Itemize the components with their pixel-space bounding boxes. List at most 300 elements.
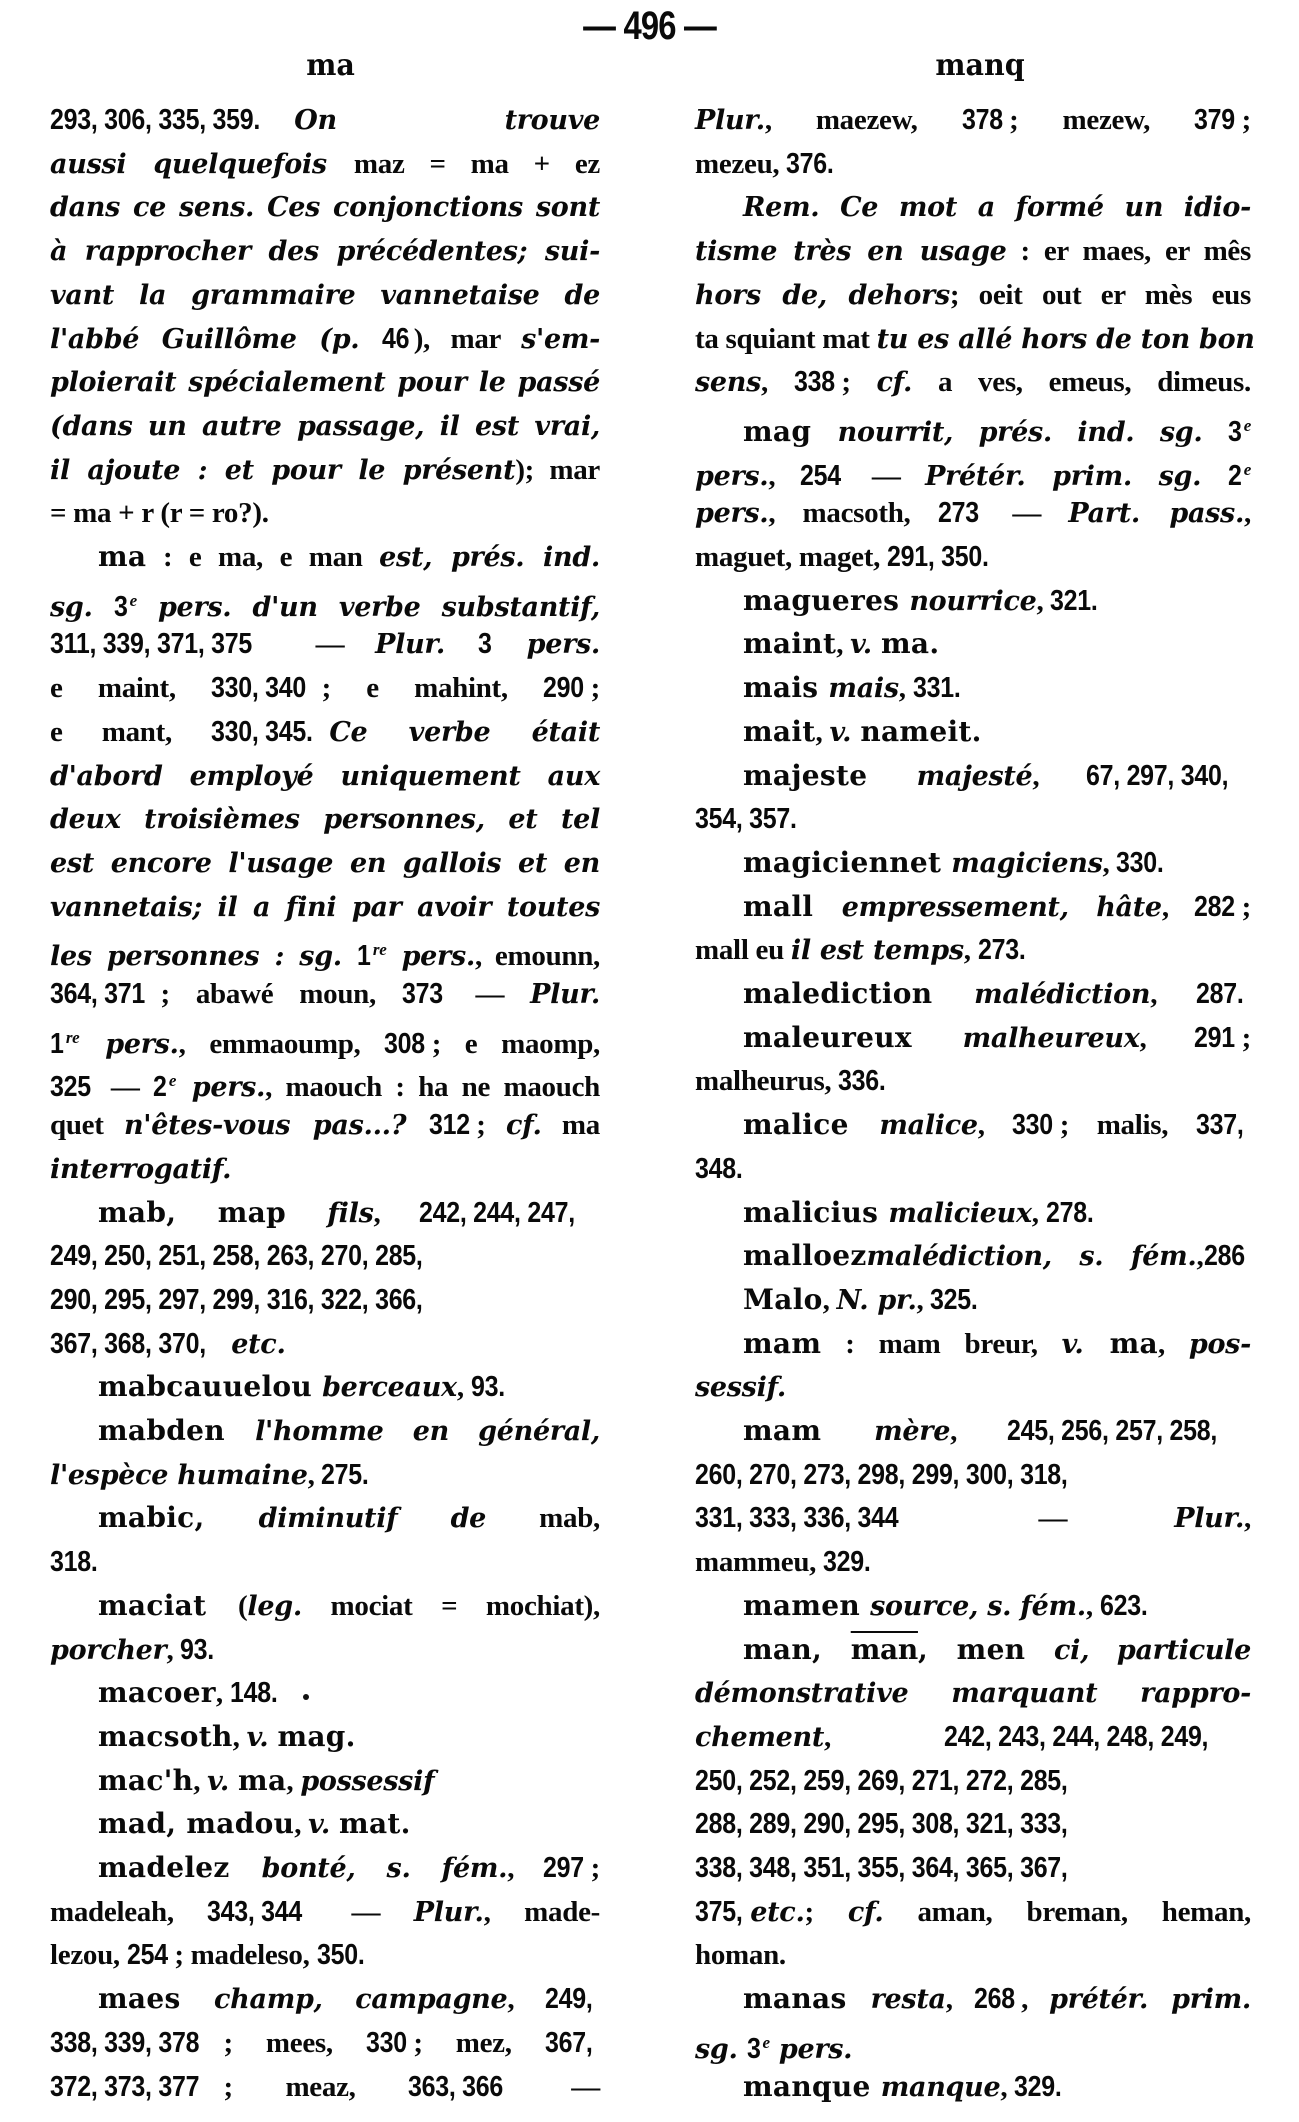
text-run: , [1244, 497, 1251, 530]
headword: mabcauuelou [98, 1370, 323, 1404]
text-run: mall eu [695, 934, 791, 967]
text-run: , [1032, 759, 1086, 792]
text-run: possessif [300, 1765, 435, 1797]
text-run: , [1196, 1240, 1204, 1273]
text-run: empressement, hâte [841, 891, 1162, 923]
text-line [50, 622, 600, 666]
text-run: vannetais; il a fini par avoir toutes [50, 891, 600, 923]
text-run: 325 [50, 1071, 91, 1104]
running-head-right: manq [935, 48, 1025, 83]
headword: madelez [98, 1851, 262, 1884]
text-run: e [1243, 459, 1251, 479]
text-line [695, 841, 1251, 885]
text-line [695, 1234, 1251, 1278]
text-run: , [1021, 1983, 1050, 2016]
text-run: , [1085, 1589, 1100, 1622]
text-run: , [916, 1283, 931, 1316]
print-speck-icon [303, 1694, 309, 1700]
headword: mam [743, 1326, 822, 1360]
text-run: , macsoth, [768, 497, 938, 530]
text-line [695, 273, 1251, 317]
text-run: — [847, 459, 926, 492]
text-run: s'em- [521, 323, 600, 355]
text-run: mammeu, [695, 1546, 824, 1579]
text-run: d'abord employé uniquement aux [50, 760, 600, 792]
text-line [695, 229, 1251, 273]
text-run: ; meaz, [223, 2070, 409, 2103]
text-run: 329. [1014, 2070, 1062, 2103]
text-run: 321. [1050, 584, 1098, 617]
text-run: 268 [973, 1983, 1015, 2016]
text-run: Plur. [695, 105, 765, 136]
text-run: chement [695, 1721, 824, 1753]
text-run: 363, 366 [408, 2070, 504, 2103]
headword: ma [98, 540, 147, 573]
text-line [50, 666, 600, 710]
text-run: 379 [1194, 104, 1235, 136]
text-line [50, 1496, 600, 1540]
text-run: hors de, dehors [695, 279, 950, 311]
headword: man, [743, 1632, 851, 1666]
text-run: pers. d'un verbe substantif, [136, 591, 600, 623]
text-run: 312 [428, 1109, 470, 1142]
text-run: leg. [247, 1590, 302, 1622]
text-run: nourrice [909, 585, 1037, 617]
text-run: l'abbé Guillôme (p. [50, 323, 383, 355]
text-line [50, 1584, 600, 1628]
text-line [50, 1016, 600, 1060]
text-run: — [317, 1895, 414, 1928]
text-run: v. [207, 1765, 239, 1797]
text-run: , [294, 1808, 309, 1841]
text-line [695, 1933, 1251, 1977]
text-run: 331, 333, 336, 344 [695, 1502, 899, 1535]
text-run: quet [50, 1109, 124, 1142]
text-run: manque [880, 2071, 1001, 2103]
text-line [695, 1409, 1251, 1453]
text-run: 46 [382, 322, 410, 355]
text-run: , [836, 628, 851, 661]
text-run: re [372, 940, 387, 960]
text-run: ; [476, 1109, 506, 1142]
running-head-left: ma [306, 48, 355, 83]
text-run: v. [1061, 1328, 1110, 1360]
text-line [50, 1628, 600, 1672]
text-run: deux troisièmes personnes, et tel [50, 804, 600, 836]
text-line [50, 1191, 600, 1235]
text-line [695, 972, 1251, 1016]
text-line [695, 1059, 1251, 1103]
headword: maint [743, 627, 837, 661]
text-run: pers. [695, 498, 769, 530]
text-run: 330. [1116, 846, 1164, 879]
text-run: 2 [153, 1071, 167, 1104]
text-run: etc. [750, 1896, 805, 1928]
text-run: e [129, 590, 137, 610]
text-line [695, 1715, 1251, 1759]
text-run: , emmaoump, [178, 1027, 385, 1060]
text-run: ; [590, 672, 601, 705]
text-run: ma [541, 1109, 600, 1142]
text-run: 623. [1099, 1589, 1148, 1622]
text-run: aman, breman, heman, [883, 1895, 1251, 1928]
text-run: 330 [365, 2026, 407, 2059]
text-run: tu es allé hors de ton bon [876, 323, 1255, 355]
text-run: ; abawé moun, [160, 978, 402, 1010]
text-run: 290, 295, 297, 299, 316, 322, 366, [50, 1283, 423, 1316]
text-run: mociat = mochiat), [301, 1589, 600, 1622]
text-line [50, 1759, 600, 1803]
headword: majeste [743, 758, 917, 792]
text-run: 3 [746, 2032, 761, 2065]
text-run: cf. [505, 1110, 542, 1142]
text-run: l'homme en général, [255, 1416, 600, 1447]
headword: mais [743, 671, 829, 705]
text-run: 67, 297, 340, [1085, 759, 1228, 792]
text-run: — [985, 497, 1069, 530]
text-run: 254 [126, 1939, 168, 1972]
text-run: ; e mahint, [321, 672, 544, 705]
text-run: , [1102, 846, 1117, 879]
text-run: ; mees, [223, 2026, 366, 2059]
text-run: vant la grammaire vannetaise de [50, 279, 600, 311]
text-line [695, 1671, 1251, 1715]
text-run: , [945, 1983, 974, 2016]
text-run: ; [590, 1852, 600, 1884]
text-run: , [507, 1983, 545, 2016]
headword: magueres [743, 583, 910, 617]
text-line [50, 448, 600, 492]
text-run: 260, 270, 273, 298, 299, 300, 318, [695, 1458, 1068, 1491]
text-run: interrogatif. [50, 1153, 232, 1185]
text-run: 378 [961, 104, 1003, 136]
text-run: 250, 252, 259, 269, 271, 272, 285, [695, 1764, 1068, 1797]
text-line [695, 535, 1251, 579]
headword: maciat [98, 1588, 239, 1622]
text-run: sens [695, 367, 762, 399]
text-run: 273 [937, 497, 979, 530]
text-line [50, 491, 600, 535]
text-run: 249, [544, 1983, 593, 2016]
headword: mall [743, 889, 842, 923]
headword: mac'h [98, 1763, 194, 1797]
text-run: 329. [823, 1546, 871, 1579]
text-run: 343, 344 [207, 1895, 303, 1928]
headword: mag. [277, 1719, 356, 1753]
text-line [695, 448, 1251, 492]
text-run: (dans un autre passage, il est vrai, [50, 410, 600, 442]
text-line [50, 535, 600, 579]
text-run: , [824, 1720, 944, 1753]
text-run: , [950, 1415, 1007, 1447]
text-run: ; oeit out er mès eus [949, 278, 1251, 311]
text-run: malicieux [888, 1197, 1032, 1229]
text-line [50, 885, 600, 929]
text-run: 254 [799, 459, 841, 492]
text-run: 273. [977, 934, 1026, 967]
text-run: madeleah, [50, 1895, 208, 1928]
text-run: est, prés. ind. [379, 542, 601, 573]
page-number: — 496 — [583, 4, 716, 48]
text-line [50, 2065, 600, 2109]
text-run: 93. [470, 1371, 505, 1404]
text-run: 282 [1194, 890, 1236, 923]
text-run: 291 [1194, 1021, 1235, 1054]
text-run: 287. [1195, 978, 1244, 1010]
text-run: N. pr. [836, 1284, 917, 1316]
text-run: ( [238, 1589, 248, 1622]
text-run: maz = ma + ez [353, 147, 600, 180]
text-run: ; madeleso, [174, 1939, 317, 1972]
text-run: 325. [930, 1283, 978, 1316]
text-run: est encore l'usage en gallois et en [50, 847, 600, 879]
text-run: v. [850, 629, 881, 661]
text-line [50, 98, 600, 142]
text-run: — [931, 1502, 1175, 1535]
text-run: bonté, s. fém. [261, 1853, 508, 1884]
text-run: , [898, 672, 913, 705]
text-line [50, 1977, 600, 2021]
text-run: 331. [912, 672, 961, 705]
text-run: ; [1241, 104, 1251, 136]
text-run: ; mezew, [1009, 104, 1195, 136]
text-run: tisme très en usage [695, 236, 1007, 268]
text-line [50, 1890, 600, 1934]
text-line [50, 1802, 600, 1846]
text-line [695, 928, 1251, 972]
text-run: a ves, emeus, dimeus. [912, 366, 1251, 399]
text-line [695, 1584, 1251, 1628]
text-run: magiciens [951, 847, 1103, 879]
headword: $\overline{man}$ [850, 1632, 918, 1666]
text-run: Plur. [530, 979, 600, 1010]
text-run: fils [327, 1197, 374, 1229]
text-run: , emounn, [474, 940, 601, 973]
text-line [695, 2021, 1251, 2065]
text-run: — [518, 2070, 600, 2103]
text-line [695, 142, 1251, 186]
text-line [695, 710, 1251, 754]
text-run: 336. [838, 1065, 886, 1098]
text-line [695, 491, 1251, 535]
text-line [50, 404, 600, 448]
text-run: 376. [786, 147, 834, 180]
headword: ma. [880, 627, 940, 661]
text-run: cf. [876, 367, 913, 399]
text-run: mezeu, [695, 147, 787, 180]
text-run: , [166, 1633, 181, 1666]
text-run: , [815, 715, 830, 748]
text-run: n'êtes-vous pas...? [123, 1110, 429, 1142]
text-run: pers. [695, 460, 769, 492]
text-run: pos- [1188, 1328, 1251, 1360]
text-line [695, 98, 1251, 142]
text-line [50, 273, 600, 317]
text-run: pers. [386, 941, 475, 973]
text-run: 373 [401, 978, 443, 1010]
text-run: v. [829, 716, 861, 748]
text-run: 275. [321, 1458, 369, 1491]
text-run: à rapprocher des précédentes; sui- [50, 236, 600, 268]
text-line [695, 1278, 1251, 1322]
text-run: , [1036, 584, 1051, 617]
text-run: v. [308, 1809, 340, 1841]
text-run: diminutif de [258, 1503, 540, 1535]
text-run: sessif. [695, 1372, 786, 1404]
headword: malloez [743, 1239, 867, 1273]
text-run: ; mez, [413, 2026, 545, 2059]
text-run: malheurus, [695, 1065, 839, 1098]
text-line [695, 885, 1251, 929]
text-run: 350. [316, 1939, 365, 1972]
headword: maleureux [743, 1020, 963, 1054]
text-line [50, 1540, 600, 1584]
text-run: , [215, 1677, 230, 1710]
text-run: : mam breur, [821, 1327, 1062, 1360]
text-run: berceaux [322, 1372, 457, 1404]
text-run: malédiction, s. fém. [866, 1241, 1197, 1273]
text-line [695, 754, 1251, 798]
text-run: ), mar [413, 322, 522, 355]
text-run: ; e maomp, [431, 1027, 600, 1060]
text-run: Prétér. prim. sg. [925, 460, 1228, 492]
text-run: sg. [695, 2033, 747, 2065]
headword: mamen [743, 1588, 871, 1622]
text-run: , [1157, 1327, 1189, 1360]
text-run: — [449, 978, 531, 1010]
text-run: 338 [793, 366, 835, 399]
text-run: re [65, 1027, 80, 1047]
headword: mait [743, 714, 816, 748]
text-run: 1 [50, 1027, 64, 1060]
text-run: ; [841, 366, 877, 399]
headword: manque [743, 2069, 881, 2103]
text-line [50, 1715, 600, 1759]
text-run: ploierait spécialement pour le passé [50, 367, 600, 399]
text-line [695, 666, 1251, 710]
text-run: , [1161, 890, 1195, 923]
text-run: , [1000, 2070, 1015, 2103]
text-line [695, 1540, 1251, 1584]
text-run: source, s. fém. [870, 1590, 1086, 1622]
text-line [50, 710, 600, 754]
text-line [50, 841, 600, 885]
headword: Malo [743, 1282, 823, 1316]
text-run: 330, 345. [211, 715, 313, 748]
text-run: Plur. [413, 1896, 484, 1928]
text-run: Plur. [1174, 1503, 1245, 1535]
text-run: ; [1241, 1021, 1251, 1054]
text-run: mab, [539, 1502, 600, 1535]
text-run: mais [828, 673, 899, 705]
text-run: , made- [483, 1895, 600, 1928]
text-run: malédiction [974, 979, 1151, 1010]
headword: mag [743, 414, 838, 448]
text-run: 337, [1195, 1109, 1244, 1142]
text-line [50, 754, 600, 798]
text-line [50, 360, 600, 404]
text-line [50, 1453, 600, 1497]
text-run: 318. [50, 1546, 98, 1579]
text-run: les personnes : sg. [50, 941, 358, 973]
text-run: 249, 250, 251, 258, 263, 270, 285, [50, 1240, 423, 1273]
text-run: l'espèce humaine [50, 1459, 308, 1491]
text-line [695, 1365, 1251, 1409]
text-line [695, 1191, 1251, 1235]
text-line [50, 2021, 600, 2065]
text-line [695, 1322, 1251, 1366]
text-run: Plur. [375, 629, 478, 661]
text-line [50, 229, 600, 273]
text-run: , [456, 1371, 471, 1404]
text-run: 375, [695, 1895, 743, 1928]
text-run: champ, campagne [214, 1984, 508, 2016]
text-run: e [762, 2032, 770, 2052]
text-line [50, 1365, 600, 1409]
text-line [50, 185, 600, 229]
text-run: 308 [384, 1027, 426, 1060]
text-line [50, 1103, 600, 1147]
headword: magiciennet [743, 845, 952, 879]
text-run: v. [246, 1721, 278, 1753]
text-run: On trouve [294, 105, 600, 136]
text-run: porcher [50, 1634, 167, 1666]
text-run: 372, 373, 377 [50, 2070, 200, 2103]
text-run: ta squiant mat [695, 322, 877, 355]
headword: malicius [743, 1195, 889, 1229]
text-run: , [768, 459, 800, 492]
text-line [695, 797, 1251, 841]
text-line [695, 1802, 1251, 1846]
text-run: 311, 339, 371, 375 [50, 628, 253, 661]
text-run: il ajoute : et pour le présent [50, 454, 516, 486]
text-run: , [822, 1283, 837, 1316]
text-run: e [168, 1071, 177, 1091]
text-run: 354, 357. [695, 803, 797, 836]
text-run: prétér. prim. [1049, 1984, 1251, 2016]
headword: mam [743, 1414, 875, 1447]
text-line [50, 142, 600, 186]
text-run: 148. [229, 1677, 278, 1710]
text-run: maguet, maget, [695, 541, 888, 573]
text-run: , [963, 934, 978, 967]
text-run: malice [879, 1110, 978, 1142]
text-run: ; [804, 1895, 848, 1928]
text-line [695, 317, 1255, 361]
text-line [50, 1234, 600, 1278]
text-run: , [1244, 1502, 1251, 1535]
text-run: 293, 306, 335, 359. [50, 104, 261, 136]
text-run: malheureux [962, 1022, 1140, 1054]
text-run: , [286, 1764, 301, 1797]
text-run: sg. [50, 591, 114, 623]
text-run: — [97, 1071, 154, 1104]
text-run: majesté [916, 760, 1033, 792]
headword: mat. [339, 1807, 411, 1841]
headword: malice [743, 1108, 880, 1142]
text-run: , [1150, 978, 1196, 1010]
text-run: nourrit, prés. ind. sg. [837, 416, 1228, 448]
text-run: , [193, 1764, 208, 1797]
text-run: 245, 256, 257, 258, [1006, 1415, 1217, 1447]
text-run: 286 [1203, 1240, 1245, 1273]
text-run: ; [1241, 890, 1252, 923]
headword: malediction [743, 977, 975, 1010]
headword: , men [917, 1632, 1054, 1666]
headword: macoer [98, 1676, 216, 1710]
text-line [50, 1322, 600, 1366]
text-run: — [284, 628, 376, 661]
